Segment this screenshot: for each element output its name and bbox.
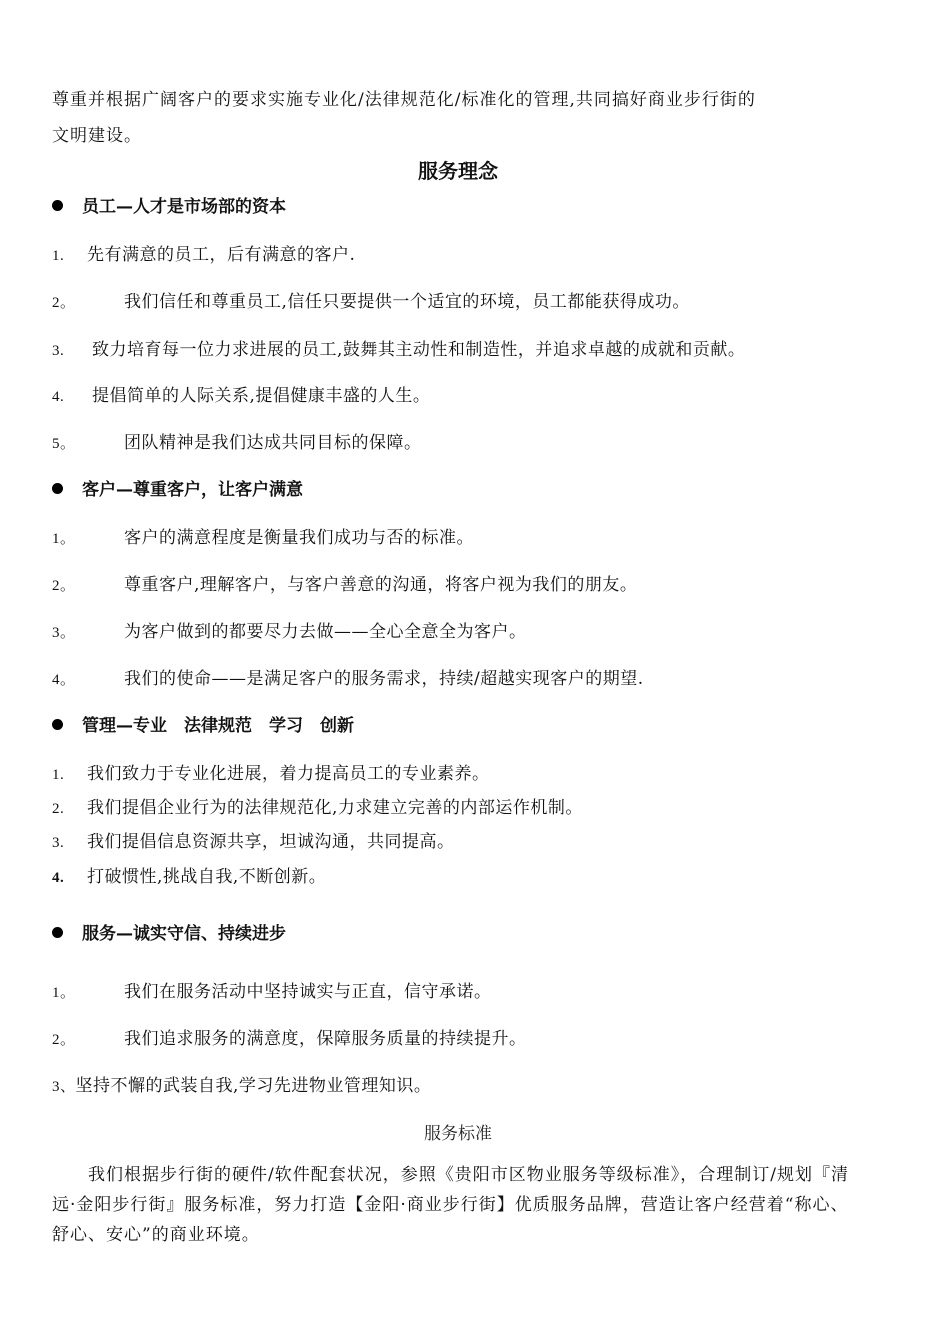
list-item: 2. 我们提倡企业行为的法律规范化,力求建立完善的内部运作机制。	[52, 798, 583, 818]
bullet-dot-icon	[52, 200, 63, 211]
list-item: 3. 我们提倡信息资源共享，坦诚沟通，共同提高。	[52, 832, 455, 852]
list-item: 2。 尊重客户,理解客户，与客户善意的沟通，将客户视为我们的朋友。	[52, 575, 638, 595]
list-item: 3、坚持不懈的武装自我,学习先进物业管理知识。	[52, 1076, 432, 1096]
list-item: 4. 打破惯性,挑战自我,不断创新。	[52, 867, 327, 887]
bullet-dot-icon	[52, 483, 63, 494]
list-item: 3。 为客户做到的都要尽力去做——全心全意全为客户。	[52, 622, 527, 642]
list-item: 2。 我们追求服务的满意度，保障服务质量的持续提升。	[52, 1029, 527, 1049]
section-heading-service: 服务—诚实守信、持续进步	[52, 922, 286, 946]
bullet-dot-icon	[52, 927, 63, 938]
list-item: 3. 致力培育每一位力求进展的员工,鼓舞其主动性和制造性，并追求卓越的成就和贡献。	[52, 340, 746, 360]
section-heading-management: 管理—专业 法律规范 学习 创新	[52, 714, 354, 738]
intro-line-2: 文明建设。	[52, 126, 142, 146]
list-item: 5。 团队精神是我们达成共同目标的保障。	[52, 433, 422, 453]
page-title: 服务理念	[418, 159, 498, 183]
list-item: 4. 提倡简单的人际关系,提倡健康丰盛的人生。	[52, 386, 431, 406]
list-item: 1. 我们致力于专业化进展，着力提高员工的专业素养。	[52, 764, 490, 784]
standard-paragraph: 我们根据步行街的硬件/软件配套状况，参照《贵阳市区物业服务等级标准》，合理制订/规划『清远·金阳步行街』服务标准，努力打造【金阳·商业步行街】优质服务品牌，营造让客户经营着“称心、舒心、安心”的商业环境。	[52, 1165, 849, 1245]
intro-line-1: 尊重并根据广阔客户的要求实施专业化/法律规范化/标准化的管理,共同搞好商业步行街的	[52, 90, 756, 110]
section-heading-customers: 客户—尊重客户，让客户满意	[52, 478, 303, 502]
list-item: 4。 我们的使命——是满足客户的服务需求，持续/超越实现客户的期望.	[52, 669, 644, 689]
bullet-dot-icon	[52, 719, 63, 730]
list-item: 1. 先有满意的员工，后有满意的客户.	[52, 245, 356, 265]
list-item: 1。 我们在服务活动中坚持诚实与正直，信守承诺。	[52, 982, 492, 1002]
list-item: 2。 我们信任和尊重员工,信任只要提供一个适宜的环境，员工都能获得成功。	[52, 292, 690, 312]
section-heading-employees: 员工—人才是市场部的资本	[52, 195, 286, 219]
list-item: 1。 客户的满意程度是衡量我们成功与否的标准。	[52, 528, 474, 548]
section-title-standard: 服务标准	[424, 1124, 492, 1144]
